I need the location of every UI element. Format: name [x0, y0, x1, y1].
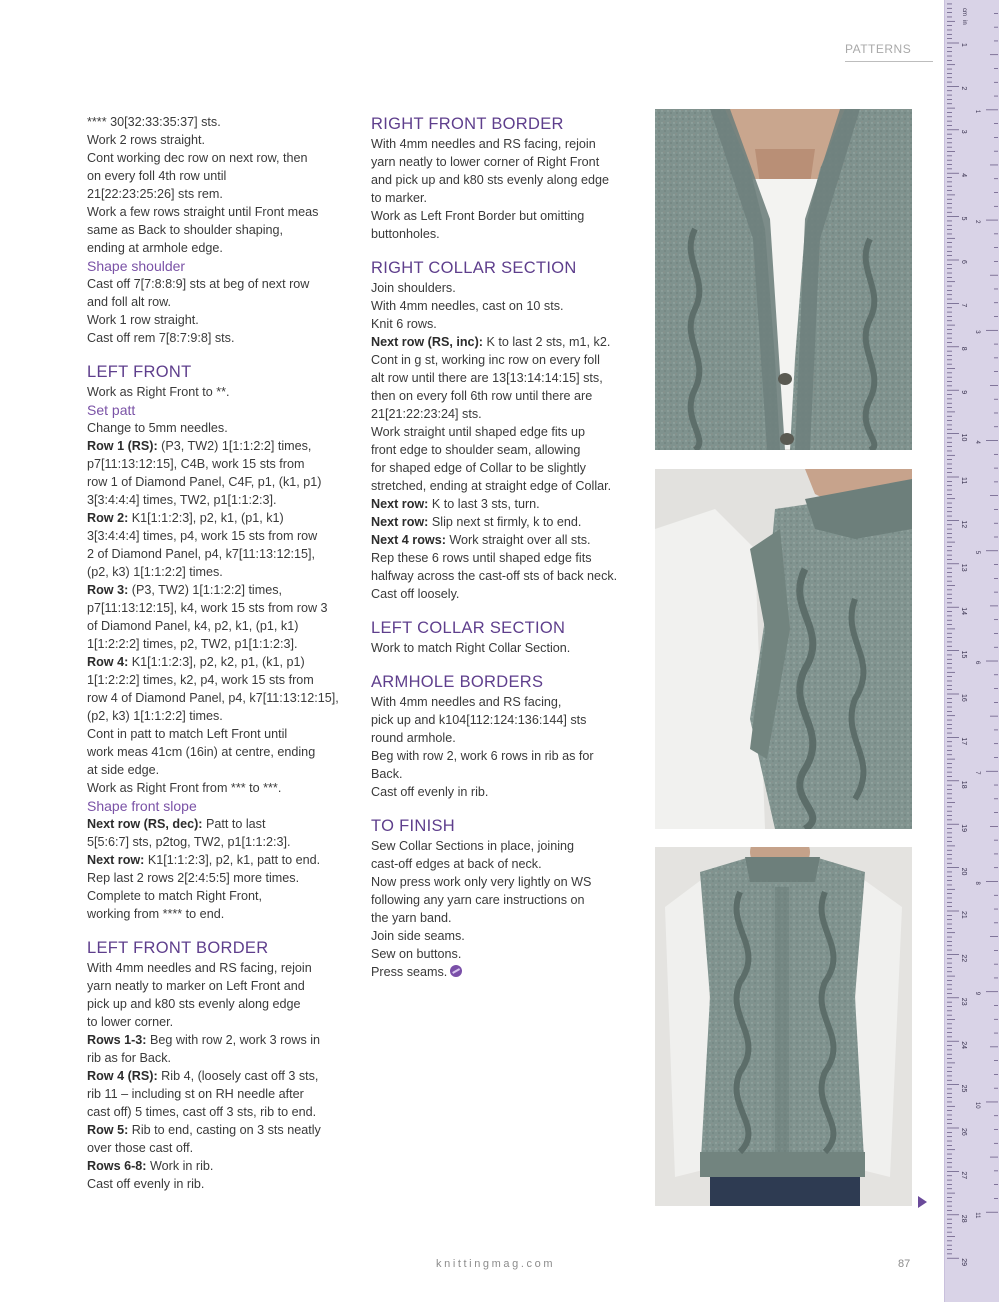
row-instruction: K1[1:1:2:3], p2, k1, (p1, k1)	[128, 511, 284, 525]
ruler-inch-label: 4	[974, 440, 980, 444]
ruler-cm-label: 12	[960, 520, 967, 529]
ruler-inch-label: 8	[974, 881, 980, 885]
row-instruction: then on every foll 6th row until there are	[371, 389, 593, 403]
row-instruction: pick up and k104[112:124:136:144] sts	[371, 713, 587, 727]
pattern-line	[371, 783, 639, 801]
row-instruction: front edge to shoulder seam, allowing	[371, 443, 581, 457]
pattern-line	[87, 1175, 349, 1193]
pattern-line	[87, 689, 349, 707]
row-instruction: Work 2 rows straight.	[87, 133, 206, 147]
row-instruction: Work 1 row straight.	[87, 313, 199, 327]
row-instruction: Rib to end, casting on 3 sts neatly	[128, 1123, 321, 1137]
row-instruction: row 4 of Diamond Panel, p4, k7[11:13:12:15],	[87, 691, 339, 705]
row-label: Row 2:	[87, 511, 129, 525]
section-heading: ARMHOLE BORDERS	[371, 673, 544, 691]
row-instruction: Work a few rows straight until Front meas	[87, 205, 319, 219]
pattern-line	[371, 279, 639, 297]
row-instruction: Rep these 6 rows until shaped edge fits	[371, 551, 592, 565]
row-instruction: K1[1:1:2:3], p2, k1, patt to end.	[144, 853, 321, 867]
row-label: Row 4 (RS):	[87, 1069, 158, 1083]
ruler-cm-label: 1	[960, 43, 967, 47]
pattern-line	[87, 545, 349, 563]
section-tag: PATTERNS	[845, 42, 912, 56]
pattern-line	[87, 383, 349, 401]
ruler-cm-label: 6	[960, 260, 967, 264]
row-instruction: Work to match Right Collar Section.	[371, 641, 571, 655]
pattern-line	[87, 527, 349, 545]
row-instruction: 5[5:6:7] sts, p2tog, TW2, p1[1:1:2:3].	[87, 835, 291, 849]
pattern-line	[87, 1157, 349, 1175]
pattern-line	[371, 729, 639, 747]
pattern-line	[87, 131, 349, 149]
ruler-cm-label: 5	[960, 216, 967, 221]
row-label: Row 3:	[87, 583, 129, 597]
row-instruction: and foll alt row.	[87, 295, 172, 309]
pattern-line	[371, 567, 639, 585]
page-number: 87	[898, 1258, 911, 1270]
pattern-line	[87, 221, 349, 239]
ruler-cm-label: 17	[960, 737, 967, 746]
row-label: Row 5:	[87, 1123, 129, 1137]
row-instruction: Work straight over all sts.	[445, 533, 591, 547]
pattern-line	[87, 563, 349, 581]
row-instruction: Rib 4, (loosely cast off 3 sts,	[157, 1069, 319, 1083]
row-instruction: rib 11 – including st on RH needle after	[87, 1087, 304, 1101]
pattern-line	[87, 1103, 349, 1121]
row-instruction: Press seams.	[371, 965, 448, 979]
row-instruction: (p2, k3) 1[1:1:2:2] times.	[87, 565, 223, 579]
pattern-line	[87, 239, 349, 257]
pattern-line	[87, 653, 349, 671]
ruler-cm-label: 9	[960, 390, 967, 395]
pattern-line	[87, 509, 349, 527]
pattern-line	[87, 419, 349, 437]
row-instruction: Beg with row 2, work 3 rows in	[146, 1033, 321, 1047]
ruler-cm-label: 10	[960, 433, 967, 442]
row-instruction: Rep last 2 rows 2[2:4:5:5] more times.	[87, 871, 300, 885]
ruler-cm-label: 11	[960, 477, 967, 485]
pattern-line	[87, 473, 349, 491]
ruler-inch-label: 11	[974, 1212, 980, 1219]
row-instruction: row 1 of Diamond Panel, C4F, p1, (k1, p1)	[87, 475, 322, 489]
pattern-line	[87, 293, 349, 311]
ruler-cm-label: 26	[960, 1128, 967, 1136]
pattern-line	[87, 1067, 349, 1085]
pattern-line	[371, 945, 639, 963]
ruler-cm-label: 21	[960, 911, 967, 919]
row-instruction: and pick up and k80 sts evenly along edge	[371, 173, 610, 187]
ruler-inch-label: 7	[974, 771, 980, 775]
pattern-line	[371, 855, 639, 873]
pattern-line	[87, 329, 349, 347]
ruler-cm-label: 13	[960, 563, 967, 572]
pattern-line	[371, 225, 639, 243]
pattern-line	[371, 441, 639, 459]
ruler-unit-cm: cm	[961, 8, 967, 16]
pattern-line	[371, 459, 639, 477]
pattern-line	[87, 635, 349, 653]
row-instruction: 21[21:22:23:24] sts.	[371, 407, 482, 421]
pattern-line	[87, 779, 349, 797]
pattern-line	[371, 207, 639, 225]
pattern-line	[371, 297, 639, 315]
subsection-heading: Set patt	[87, 402, 136, 418]
row-instruction: Work straight until shaped edge fits up	[371, 425, 585, 439]
pattern-line	[87, 113, 349, 131]
pattern-line	[87, 617, 349, 635]
photo-side-back	[655, 469, 912, 829]
ruler-cm-label: 20	[960, 867, 967, 876]
ruler-cm-label: 24	[960, 1041, 967, 1049]
pattern-line	[371, 639, 639, 657]
ruler-cm-label: 15	[960, 650, 967, 659]
pattern-line	[87, 455, 349, 473]
row-instruction: Knit 6 rows.	[371, 317, 437, 331]
pattern-line	[87, 491, 349, 509]
pattern-line	[87, 1085, 349, 1103]
row-instruction: (P3, TW2) 1[1:1:2:2] times,	[128, 583, 283, 597]
section-heading: LEFT FRONT	[87, 363, 192, 381]
row-label: Next row:	[371, 497, 429, 511]
row-instruction: Work as Right Front from *** to ***.	[87, 781, 282, 795]
pattern-column-right	[371, 113, 639, 981]
row-instruction: the yarn band.	[371, 911, 452, 925]
row-instruction: Join shoulders.	[371, 281, 456, 295]
row-label: Next row (RS, inc):	[371, 335, 483, 349]
pattern-line	[87, 995, 349, 1013]
row-instruction: yarn neatly to lower corner of Right Front	[371, 155, 600, 169]
pattern-line	[371, 927, 639, 945]
pattern-line	[87, 311, 349, 329]
pattern-column-left	[87, 113, 349, 1193]
pattern-line	[87, 203, 349, 221]
row-instruction: at side edge.	[87, 763, 160, 777]
footer-url: knittingmag.com	[436, 1258, 556, 1270]
pattern-line	[87, 1031, 349, 1049]
row-instruction: With 4mm needles and RS facing, rejoin	[371, 137, 596, 151]
row-label: Next 4 rows:	[371, 533, 446, 547]
row-instruction: halfway across the cast-off sts of back neck.	[371, 569, 618, 583]
row-instruction: Cont in patt to match Left Front until	[87, 727, 288, 741]
row-instruction: Join side seams.	[371, 929, 465, 943]
ruler-cm-label: 16	[960, 694, 967, 702]
pattern-line	[87, 725, 349, 743]
ruler-inch-label: 5	[974, 550, 980, 555]
pattern-line	[87, 1121, 349, 1139]
row-instruction: round armhole.	[371, 731, 456, 745]
row-instruction: pick up and k80 sts evenly along edge	[87, 997, 301, 1011]
row-instruction: (p2, k3) 1[1:1:2:2] times.	[87, 709, 223, 723]
pattern-line	[371, 531, 639, 549]
pattern-line	[87, 671, 349, 689]
pattern-line	[87, 761, 349, 779]
ruler-cm-label: 25	[960, 1084, 967, 1093]
pattern-line	[87, 437, 349, 455]
row-instruction: Change to 5mm needles.	[87, 421, 228, 435]
row-label: Next row:	[87, 853, 145, 867]
row-instruction: p7[11:13:12:15], C4B, work 15 sts from	[87, 457, 305, 471]
row-instruction: p7[11:13:12:15], k4, work 15 sts from row 3	[87, 601, 328, 615]
row-instruction: following any yarn care instructions on	[371, 893, 585, 907]
ruler-inch-label: 2	[974, 220, 980, 224]
row-instruction: 2 of Diamond Panel, p4, k7[11:13:12:15],	[87, 547, 316, 561]
row-instruction: yarn neatly to marker on Left Front and	[87, 979, 305, 993]
pattern-line	[371, 333, 639, 351]
pattern-line	[371, 693, 639, 711]
row-instruction: on every foll 4th row until	[87, 169, 227, 183]
pattern-line	[87, 959, 349, 977]
row-instruction: Back.	[371, 767, 403, 781]
photo-back-full	[655, 847, 912, 1206]
row-instruction: Work as Right Front to **.	[87, 385, 230, 399]
pattern-line	[87, 851, 349, 869]
ruler-cm-label: 23	[960, 997, 967, 1006]
pattern-line	[371, 369, 639, 387]
pattern-line	[371, 495, 639, 513]
pattern-line	[87, 1139, 349, 1157]
pattern-line	[87, 905, 349, 923]
ruler-unit-in: in	[961, 20, 967, 25]
row-instruction: K to last 2 sts, m1, k2.	[482, 335, 611, 349]
pattern-line	[87, 887, 349, 905]
row-instruction: 1[1:2:2:2] times, p2, TW2, p1[1:1:2:3].	[87, 637, 298, 651]
subsection-heading: Shape shoulder	[87, 258, 186, 274]
row-instruction: **** 30[32:33:35:37] sts.	[87, 115, 221, 129]
pattern-line	[371, 315, 639, 333]
row-label: Row 1 (RS):	[87, 439, 158, 453]
ruler-inch-label: 9	[974, 991, 980, 996]
pattern-line	[371, 837, 639, 855]
pattern-line	[87, 1049, 349, 1067]
row-instruction: Cast off loosely.	[371, 587, 460, 601]
ruler-cm-label: 18	[960, 780, 967, 789]
pattern-line	[371, 171, 639, 189]
row-instruction: cast-off edges at back of neck.	[371, 857, 542, 871]
pattern-line	[371, 351, 639, 369]
pattern-line	[371, 585, 639, 603]
pattern-line	[371, 477, 639, 495]
row-instruction: Cont in g st, working inc row on every foll	[371, 353, 600, 367]
ruler-cm-label: 3	[960, 129, 967, 134]
row-instruction: Cast off 7[7:8:8:9] sts at beg of next row	[87, 277, 310, 291]
row-instruction: Sew Collar Sections in place, joining	[371, 839, 575, 853]
row-instruction: Cast off rem 7[8:7:9:8] sts.	[87, 331, 235, 345]
row-instruction: Cast off evenly in rib.	[371, 785, 489, 799]
ruler-cm-label: 29	[960, 1258, 967, 1266]
pattern-line	[371, 189, 639, 207]
pattern-line	[87, 743, 349, 761]
row-label: Next row (RS, dec):	[87, 817, 203, 831]
row-label: Next row:	[371, 515, 429, 529]
row-instruction: buttonholes.	[371, 227, 440, 241]
pattern-line	[87, 167, 349, 185]
row-instruction: Cast off evenly in rib.	[87, 1177, 205, 1191]
subsection-heading: Shape front slope	[87, 798, 197, 814]
pattern-line	[87, 707, 349, 725]
pattern-line	[87, 833, 349, 851]
ruler-cm-label: 7	[960, 303, 967, 308]
row-instruction: stretched, ending at straight edge of Collar.	[371, 479, 612, 493]
row-label: Rows 1-3:	[87, 1033, 147, 1047]
pattern-line	[87, 185, 349, 203]
row-instruction: same as Back to shoulder shaping,	[87, 223, 284, 237]
ruler-inch-label: 1	[974, 109, 980, 114]
ruler-inch-label: 10	[974, 1101, 980, 1109]
row-instruction: (P3, TW2) 1[1:1:2:2] times,	[157, 439, 312, 453]
photo-front-closeup	[655, 109, 912, 450]
row-instruction: Complete to match Right Front,	[87, 889, 262, 903]
row-instruction: With 4mm needles, cast on 10 sts.	[371, 299, 564, 313]
row-instruction: working from **** to end.	[87, 907, 225, 921]
row-instruction: Now press work only very lightly on WS	[371, 875, 592, 889]
ruler-cm-label: 14	[960, 607, 967, 615]
ruler-cm-label: 8	[960, 346, 967, 351]
header-rule	[845, 61, 933, 62]
pattern-line	[371, 135, 639, 153]
row-instruction: alt row until there are 13[13:14:14:15] sts,	[371, 371, 603, 385]
pattern-line	[371, 387, 639, 405]
pattern-line	[87, 581, 349, 599]
section-heading: TO FINISH	[371, 817, 455, 835]
pattern-line	[371, 513, 639, 531]
pattern-line	[87, 1013, 349, 1031]
pattern-line	[87, 149, 349, 167]
ruler	[944, 0, 999, 1302]
row-instruction: for shaped edge of Collar to be slightly	[371, 461, 586, 475]
row-label: Row 4:	[87, 655, 129, 669]
section-heading: LEFT COLLAR SECTION	[371, 619, 566, 637]
pattern-line	[371, 711, 639, 729]
pattern-line	[371, 873, 639, 891]
pattern-line	[371, 405, 639, 423]
pattern-line	[371, 891, 639, 909]
pattern-line	[87, 869, 349, 887]
pattern-line	[371, 423, 639, 441]
row-instruction: 3[3:4:4:4] times, p4, work 15 sts from row	[87, 529, 318, 543]
ruler-inch-label: 6	[974, 661, 980, 665]
row-instruction: ending at armhole edge.	[87, 241, 223, 255]
row-instruction: Patt to last	[202, 817, 266, 831]
ruler-cm-label: 2	[960, 86, 967, 91]
row-instruction: With 4mm needles and RS facing, rejoin	[87, 961, 312, 975]
row-instruction: work meas 41cm (16in) at centre, ending	[87, 745, 316, 759]
row-instruction: 3[3:4:4:4] times, TW2, p1[1:1:2:3].	[87, 493, 277, 507]
pattern-line	[87, 275, 349, 293]
pattern-line	[371, 153, 639, 171]
row-instruction: K to last 3 sts, turn.	[428, 497, 540, 511]
row-instruction: Slip next st firmly, k to end.	[428, 515, 582, 529]
section-heading: RIGHT FRONT BORDER	[371, 115, 564, 133]
row-instruction: K1[1:1:2:3], p2, k2, p1, (k1, p1)	[128, 655, 305, 669]
pattern-line	[371, 747, 639, 765]
ruler-inch-label: 3	[974, 330, 980, 334]
ruler-cm-label: 22	[960, 954, 967, 963]
row-instruction: rib as for Back.	[87, 1051, 171, 1065]
section-heading: RIGHT COLLAR SECTION	[371, 259, 577, 277]
ruler-cm-label: 27	[960, 1171, 967, 1180]
row-instruction: Work in rib.	[146, 1159, 214, 1173]
row-instruction: to lower corner.	[87, 1015, 174, 1029]
row-instruction: Sew on buttons.	[371, 947, 462, 961]
row-instruction: over those cast off.	[87, 1141, 194, 1155]
row-instruction: Beg with row 2, work 6 rows in rib as for	[371, 749, 594, 763]
row-instruction: cast off) 5 times, cast off 3 sts, rib to end.	[87, 1105, 317, 1119]
row-instruction: to marker.	[371, 191, 427, 205]
next-page-arrow-icon	[918, 1196, 927, 1208]
ruler-cm-label: 4	[960, 173, 967, 178]
pattern-line	[371, 765, 639, 783]
pattern-line	[87, 599, 349, 617]
section-heading: LEFT FRONT BORDER	[87, 939, 269, 957]
pattern-line	[87, 977, 349, 995]
row-instruction: of Diamond Panel, k4, p2, k1, (p1, k1)	[87, 619, 299, 633]
yarn-ball-icon	[450, 965, 462, 977]
row-instruction: 1[1:2:2:2] times, k2, p4, work 15 sts from	[87, 673, 314, 687]
row-label: Rows 6-8:	[87, 1159, 147, 1173]
row-instruction: 21[22:23:25:26] sts rem.	[87, 187, 223, 201]
pattern-line	[371, 909, 639, 927]
pattern-line	[87, 815, 349, 833]
pattern-line	[371, 963, 639, 981]
pattern-line	[371, 549, 639, 567]
ruler-cm-label: 19	[960, 824, 967, 832]
row-instruction: Work as Left Front Border but omitting	[371, 209, 585, 223]
row-instruction: With 4mm needles and RS facing,	[371, 695, 562, 709]
ruler-cm-label: 28	[960, 1214, 967, 1223]
row-instruction: Cont working dec row on next row, then	[87, 151, 308, 165]
